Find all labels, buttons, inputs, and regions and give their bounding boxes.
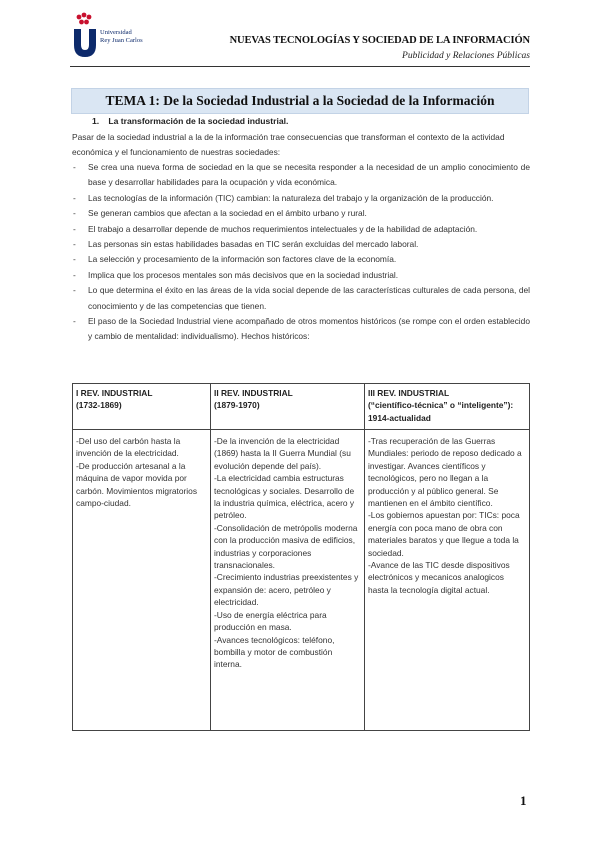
list-item: - El paso de la Sociedad Industrial viene acompañado de otros momentos históricos (se rompe con el orden establecido y cambio de mentalidad: individualismo). Hechos históricos: <box>72 314 530 345</box>
list-item: - El trabajo a desarrollar depende de muchos requerimientos intelectuales y de la habilidad de adaptación. <box>72 222 530 237</box>
logo-line-2: Rey Juan Carlos <box>100 37 143 44</box>
header-divider <box>70 66 530 67</box>
logo-line-1: Universidad <box>100 29 132 36</box>
table-header-row <box>73 384 530 430</box>
cell-second-revolution: -De la invención de la electricidad (1869) hasta la II Guerra Mundial (su evolución depende del país). -La electricidad cambia estructuras tecnológicas y sociales. Desarrollo de la industria química, eléctrica, acero y petróleo. -Consolidación de metrópolis moderna con la producción masiva de edificios, industrias y corporaciones transnacionales. -Crecimiento industrias preexistentes y expansión de: acero, petróleo y electricidad. -Uso de energía eléctrica para producción en masa. -Avances tecnológicos: teléfono, bombilla y motor de combustión interna. <box>211 430 365 731</box>
list-item: - Implica que los procesos mentales son más decisivos que en la sociedad industrial. <box>72 268 530 283</box>
table-row <box>73 430 530 731</box>
list-item: - Lo que determina el éxito en las áreas de la vida social depende de las características culturales de cada persona, del conocimiento y de las competencias que tienen. <box>72 283 530 314</box>
header-cell-third-revolution: III REV. INDUSTRIAL (“científico-técnica” o “inteligente”): 1914-actualidad <box>365 384 530 430</box>
cell-third-revolution: -Tras recuperación de las Guerras Mundiales: periodo de reposo dedicado a investigar. Avances científicos y tecnológicos, pero no llegan a la producción y al público general. Se mantienen en el ámbito científico. -Los gobiernos apuestan por: TICs: poca energía con poca mano de obra con materiales baratos y que llegue a toda la sociedad. -Avance de las TIC desde dispositivos electrónicos y mecanicos analogicos hasta la tecnología digital actual. <box>365 430 530 731</box>
page-number: 1 <box>520 793 527 808</box>
list-item: - Las personas sin estas habilidades basadas en TIC serán excluidas del mercado laboral. <box>72 237 530 252</box>
header-subtitle: Publicidad y Relaciones Públicas <box>402 51 530 61</box>
university-name <box>100 29 143 45</box>
section-heading <box>92 116 288 126</box>
topic-title-box <box>71 88 529 114</box>
bullet-list <box>72 160 530 345</box>
intro-paragraph: Pasar de la sociedad industrial a la de la información trae consecuencias que transforman el contexto de la actividad económica y el funcionamiento de nuestras sociedades: <box>72 132 505 158</box>
cell-first-revolution: -Del uso del carbón hasta la invención de la electricidad. -De producción artesanal a la máquina de vapor movida por carbón. Movimientos migratorios campo-ciudad. <box>73 430 211 731</box>
section-label: La transformación de la sociedad industrial. <box>108 116 289 126</box>
header-course-title: NUEVAS TECNOLOGÍAS Y SOCIEDAD DE LA INFORMACIÓN <box>229 35 530 46</box>
list-item: - La selección y procesamiento de la información son factores clave de la economía. <box>72 252 530 267</box>
list-item: - Se crea una nueva forma de sociedad en la que se necesita responder a la necesidad de un amplio conocimiento de base y desarrollar habilidades para la ocupación y vida económica. <box>72 160 530 191</box>
header-cell-first-revolution: I REV. INDUSTRIAL (1732-1869) <box>73 384 211 430</box>
list-item: - Las tecnologías de la información (TIC) cambian: la naturaleza del trabajo y la organización de la producción. <box>72 191 530 206</box>
header-cell-second-revolution: II REV. INDUSTRIAL (1879-1970) <box>211 384 365 430</box>
topic-title: TEMA 1: De la Sociedad Industrial a la Sociedad de la Información <box>105 93 495 108</box>
revolutions-table <box>72 383 530 731</box>
list-item: - Se generan cambios que afectan a la sociedad en el ámbito urbano y rural. <box>72 206 530 221</box>
section-number: 1. <box>92 116 100 126</box>
